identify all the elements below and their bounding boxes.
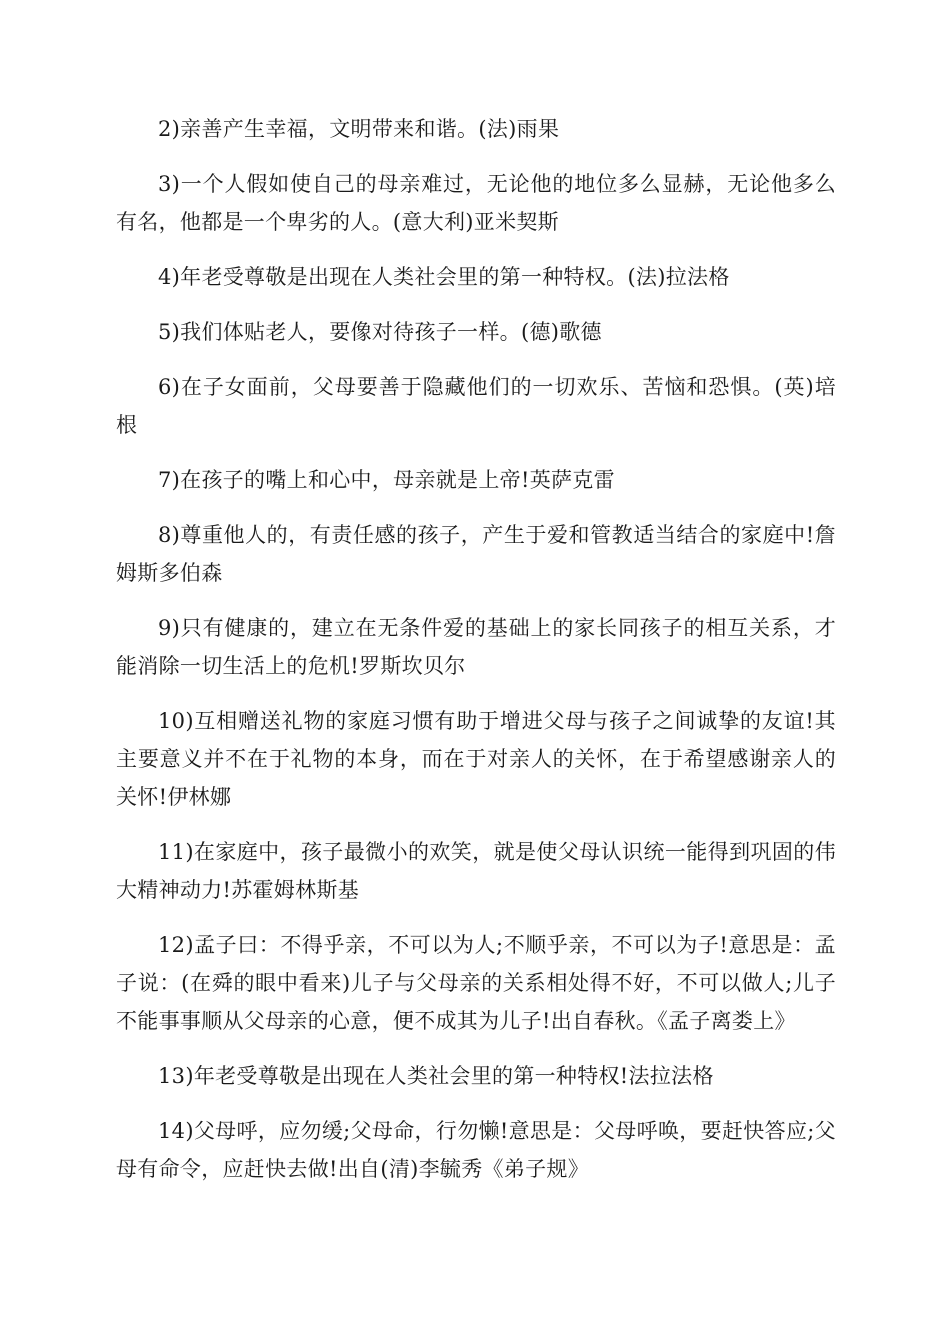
quote-paragraph-5: 5)我们体贴老人，要像对待孩子一样。(德)歌德 — [158, 320, 602, 344]
quote-paragraph-2: 2)亲善产生幸福，文明带来和谐。(法)雨果 — [158, 117, 560, 141]
quote-paragraph-3: 3)一个人假如使自己的母亲难过，无论他的地位多么显赫，无论他多么有名，他都是一个卑劣的人。(意大利)亚米契斯 — [116, 172, 836, 234]
quote-paragraph-7: 7)在孩子的嘴上和心中，母亲就是上帝!英萨克雷 — [158, 468, 615, 492]
quote-paragraph-9: 9)只有健康的，建立在无条件爱的基础上的家长同孩子的相互关系，才能消除一切生活上的危机!罗斯坎贝尔 — [116, 616, 836, 678]
quote-paragraph-11: 11)在家庭中，孩子最微小的欢笑，就是使父母认识统一能得到巩固的伟大精神动力!苏霍姆林斯基 — [116, 840, 836, 902]
quote-paragraph-14: 14)父母呼，应勿缓;父母命，行勿懒!意思是：父母呼唤，要赶快答应;父母有命令，应赶快去做!出自(清)李毓秀《弟子规》 — [116, 1119, 836, 1181]
quote-paragraph-13: 13)年老受尊敬是出现在人类社会里的第一种特权!法拉法格 — [158, 1064, 714, 1088]
quote-paragraph-4: 4)年老受尊敬是出现在人类社会里的第一种特权。(法)拉法格 — [158, 265, 730, 289]
quote-paragraph-12: 12)孟子曰：不得乎亲，不可以为人;不顺乎亲，不可以为子!意思是：孟子说：(在舜的眼中看来)儿子与父母亲的关系相处得不好，不可以做人;儿子不能事事顺从父母亲的心意，便不成其为儿子!出自春秋。《孟子离娄上》 — [116, 933, 836, 1033]
quote-paragraph-6: 6)在子女面前，父母要善于隐藏他们的一切欢乐、苦恼和恐惧。(英)培根 — [116, 375, 836, 437]
quote-list — [116, 110, 836, 1205]
quote-paragraph-8: 8)尊重他人的，有责任感的孩子，产生于爱和管教适当结合的家庭中!詹姆斯多伯森 — [116, 523, 836, 585]
quote-paragraph-10: 10)互相赠送礼物的家庭习惯有助于增进父母与孩子之间诚挚的友谊!其主要意义并不在于礼物的本身，而在于对亲人的关怀，在于希望感谢亲人的关怀!伊林娜 — [116, 709, 836, 809]
